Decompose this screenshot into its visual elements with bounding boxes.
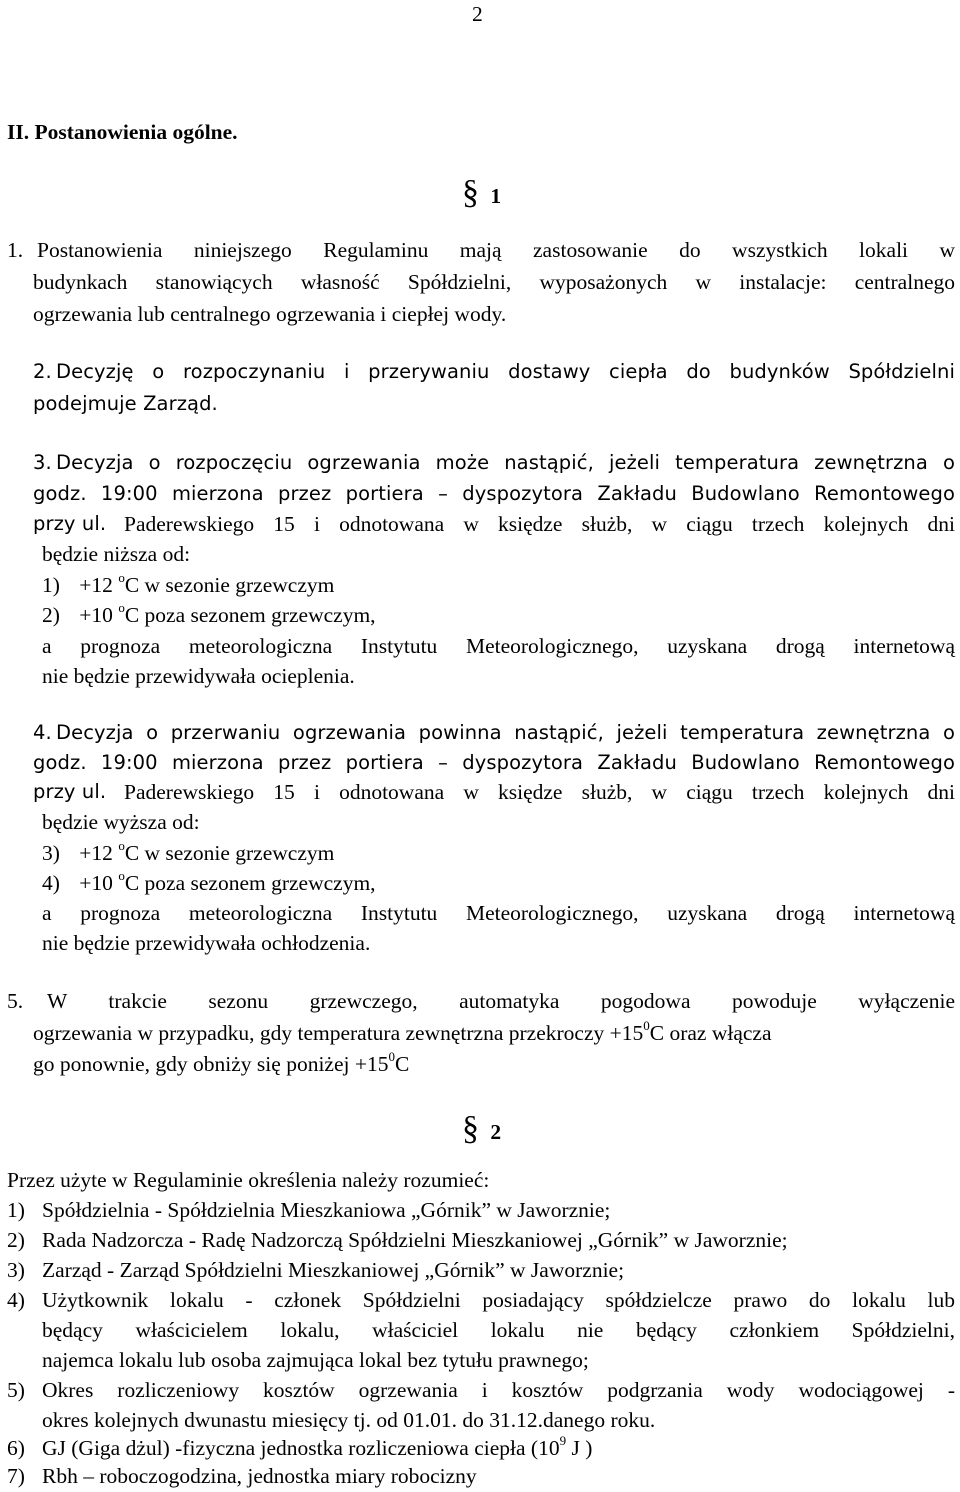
definition-text: Spółdzielnia - Spółdzielnia Mieszkaniowa „Górnik” w Jaworznie;: [42, 1198, 611, 1222]
definition-text: okres kolejnych dwunastu miesięcy tj. od 01.01. do 31.12.danego roku.: [42, 1408, 656, 1432]
definition-text: Zarząd - Zarząd Spółdzielni Mieszkaniowej „Górnik” w Jaworznie;: [42, 1258, 625, 1282]
text-line: będzie wyższa od:: [42, 810, 200, 834]
temperature-value: +10: [79, 871, 113, 895]
text-line: [33, 1018, 772, 1046]
paragraph-number: 5.: [7, 989, 24, 1013]
section-1-heading: [462, 174, 501, 212]
degree-mark: 0: [643, 1018, 650, 1033]
section-symbol: §: [462, 1110, 479, 1147]
chapter-heading: II. Postanowienia ogólne.: [7, 120, 238, 144]
definition-number: 3): [7, 1258, 25, 1282]
text-line: będzie niższa od:: [42, 542, 191, 566]
text-line: nie będzie przewidywała ocieplenia.: [42, 664, 355, 688]
text-segment: go ponownie, gdy obniży się poniżej +15: [33, 1052, 389, 1076]
definition-number: 2): [7, 1228, 25, 1252]
degree-mark: o: [118, 868, 125, 883]
text-line: przy ul.: [33, 512, 107, 535]
item-text: C poza sezonem grzewczym,: [124, 871, 376, 895]
section-number: 2: [490, 1120, 502, 1144]
degree-mark: 0: [388, 1049, 395, 1064]
definition-text: [42, 1433, 593, 1461]
list-item: [42, 838, 335, 866]
section-2-heading: [462, 1110, 501, 1148]
text-line: a prognoza meteorologiczna Instytutu Meteorologicznego, uzyskana drogą internetową: [42, 634, 955, 658]
text-line: [33, 1049, 410, 1077]
item-number: 3): [42, 841, 60, 865]
degree-mark: o: [118, 600, 125, 615]
text-line: nie będzie przewidywała ochłodzenia.: [42, 931, 371, 955]
temperature-value: +10: [79, 603, 113, 627]
text-line: przy ul.: [33, 780, 107, 803]
definition-number: 4): [7, 1288, 25, 1312]
temperature-value: +12: [79, 841, 113, 865]
text-line: Decyzja o przerwaniu ogrzewania powinna nastąpić, jeżeli temperatura zewnętrzna o: [56, 721, 955, 744]
temperature-value: +12: [79, 573, 113, 597]
paragraph-number: 3.: [33, 451, 52, 474]
text-line: Paderewskiego 15 i odnotowana w księdze służb, w ciągu trzech kolejnych dni: [124, 512, 955, 536]
definition-number: 7): [7, 1464, 25, 1488]
text-line: Decyzja o rozpoczęciu ogrzewania może nastąpić, jeżeli temperatura zewnętrzna o: [56, 451, 955, 474]
text-segment: GJ (Giga dżul) -fizyczna jednostka rozliczeniowa ciepła (10: [42, 1436, 560, 1460]
text-line: W trakcie sezonu grzewczego, automatyka pogodowa powoduje wyłączenie: [47, 989, 955, 1013]
item-number: 4): [42, 871, 60, 895]
list-item: [42, 868, 376, 896]
section-symbol: §: [462, 174, 479, 211]
definition-text: Użytkownik lokalu - członek Spółdzielni posiadający spółdzielcze prawo do lokalu lub: [42, 1288, 955, 1312]
text-line: Paderewskiego 15 i odnotowana w księdze służb, w ciągu trzech kolejnych dni: [124, 780, 955, 804]
exponent: 9: [559, 1433, 567, 1448]
item-text: C w sezonie grzewczym: [124, 841, 335, 865]
text-segment: ogrzewania w przypadku, gdy temperatura zewnętrzna przekroczy +15: [33, 1021, 644, 1045]
definition-text: Okres rozliczeniowy kosztów ogrzewania i kosztów podgrzania wody wodociągowej -: [42, 1378, 955, 1402]
degree-mark: o: [118, 570, 125, 585]
paragraph-number: 4.: [33, 721, 52, 744]
definition-text: Rbh – roboczogodzina, jednostka miary robocizny: [42, 1464, 477, 1488]
text-line: godz. 19:00 mierzona przez portiera – dyspozytora Zakładu Budowlano Remontowego: [33, 482, 955, 505]
text-line: Postanowienia niniejszego Regulaminu mają zastosowanie do wszystkich lokali w: [37, 238, 955, 262]
paragraph-number: 1.: [7, 238, 24, 262]
text-line: godz. 19:00 mierzona przez portiera – dyspozytora Zakładu Budowlano Remontowego: [33, 751, 955, 774]
text-line: podejmuje Zarząd.: [33, 392, 218, 415]
definition-number: 1): [7, 1198, 25, 1222]
list-item: [42, 600, 376, 628]
definition-number: 6): [7, 1436, 25, 1460]
definition-text: Rada Nadzorcza - Radę Nadzorczą Spółdzielni Mieszkaniowej „Górnik” w Jaworznie;: [42, 1228, 788, 1252]
text-line: budynkach stanowiących własność Spółdzielni, wyposażonych w instalacje: centralnego: [33, 270, 955, 294]
item-number: 1): [42, 573, 60, 597]
paragraph-number: 2.: [33, 360, 52, 383]
section-number: 1: [490, 184, 502, 208]
text-line: ogrzewania lub centralnego ogrzewania i ciepłej wody.: [33, 302, 507, 326]
text-segment: C oraz włącza: [649, 1021, 772, 1045]
definition-text: najemca lokalu lub osoba zajmująca lokal bez tytułu prawnego;: [42, 1348, 589, 1372]
text-segment: J ): [566, 1436, 593, 1460]
page-number: 2: [472, 2, 483, 26]
list-item: [42, 570, 335, 598]
definitions-intro: Przez użyte w Regulaminie określenia należy rozumieć:: [7, 1168, 490, 1192]
item-text: C w sezonie grzewczym: [124, 573, 335, 597]
definition-text: będący właścicielem lokalu, właściciel lokalu nie będący członkiem Spółdzielni,: [42, 1318, 955, 1342]
text-segment: C: [394, 1052, 410, 1076]
definition-number: 5): [7, 1378, 25, 1402]
item-number: 2): [42, 603, 60, 627]
item-text: C poza sezonem grzewczym,: [124, 603, 376, 627]
degree-mark: o: [118, 838, 125, 853]
text-line: a prognoza meteorologiczna Instytutu Meteorologicznego, uzyskana drogą internetową: [42, 901, 955, 925]
text-line: Decyzję o rozpoczynaniu i przerywaniu dostawy ciepła do budynków Spółdzielni: [56, 360, 955, 383]
